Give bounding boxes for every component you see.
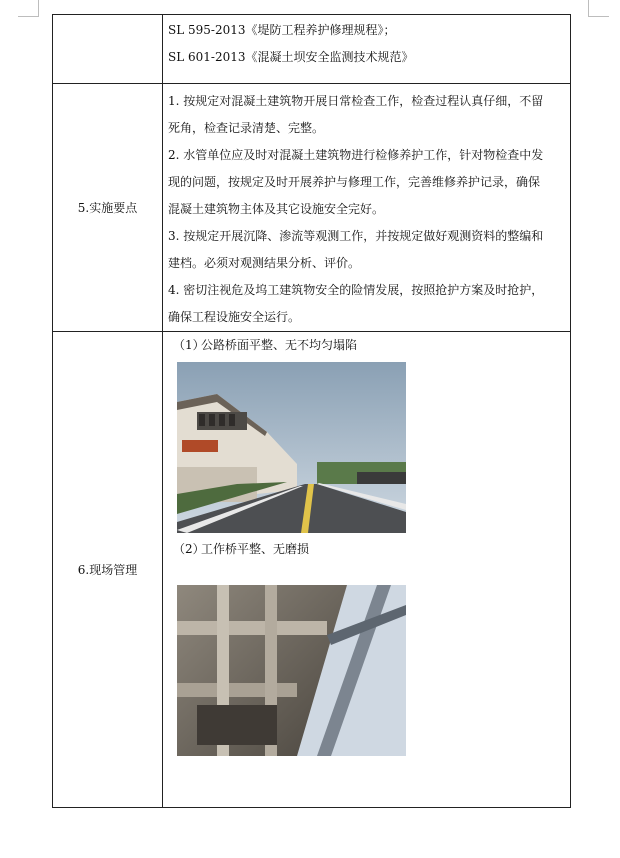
- site-management-cell: [163, 332, 571, 808]
- references-cell: [163, 15, 571, 84]
- photo-caption-1: [173, 334, 564, 356]
- reference-line-2: SL 601-2013《混凝土坝安全监测技术规范》: [168, 50, 414, 64]
- site-management-row: [53, 332, 571, 808]
- caption-number: （1）: [173, 338, 205, 352]
- implementation-line: 死角，检查记录清楚、完整。: [168, 121, 325, 135]
- caption-text: 公路桥面平整、无不均匀塌陷: [201, 338, 358, 352]
- photo-caption-2: [173, 538, 564, 560]
- implementation-line: 3. 按规定开展沉降、渗流等观测工作，并按规定做好观测资料的整编和: [168, 229, 544, 243]
- caption-number: （2）: [173, 542, 205, 556]
- implementation-line: 2. 水管单位应及时对混凝土建筑物进行检修养护工作，针对物检查中发: [168, 148, 544, 162]
- implementation-row: [53, 84, 571, 332]
- standards-table: [52, 14, 571, 808]
- work-bridge-photo: [177, 585, 406, 756]
- implementation-label: 5.实施要点: [53, 84, 163, 332]
- implementation-line: 确保工程设施安全运行。: [168, 310, 301, 324]
- page-corner-mark-right: [588, 0, 609, 17]
- reference-line-1: SL 595-2013《堤防工程养护修理规程》；: [168, 23, 396, 37]
- implementation-line: 建档。必须对观测结果分析、评价。: [168, 256, 361, 270]
- site-management-label: 6.现场管理: [53, 332, 163, 808]
- implementation-line: 现的问题，按规定及时开展养护与修理工作，完善维修养护记录，确保: [168, 175, 541, 189]
- implementation-line: 1. 按规定对混凝土建筑物开展日常检查工作，检查过程认真仔细，不留: [168, 94, 544, 108]
- road-bridge-photo: [177, 362, 406, 533]
- references-row: [53, 15, 571, 84]
- page-corner-mark-left: [18, 0, 39, 17]
- implementation-cell: [163, 84, 571, 332]
- implementation-line: 混凝土建筑物主体及其它设施安全完好。: [168, 202, 385, 216]
- caption-text: 工作桥平整、无磨损: [201, 542, 310, 556]
- references-label-cell: [53, 15, 163, 84]
- implementation-line: 4. 密切注视危及坞工建筑物安全的险情发展，按照抢护方案及时抢护，: [168, 283, 544, 297]
